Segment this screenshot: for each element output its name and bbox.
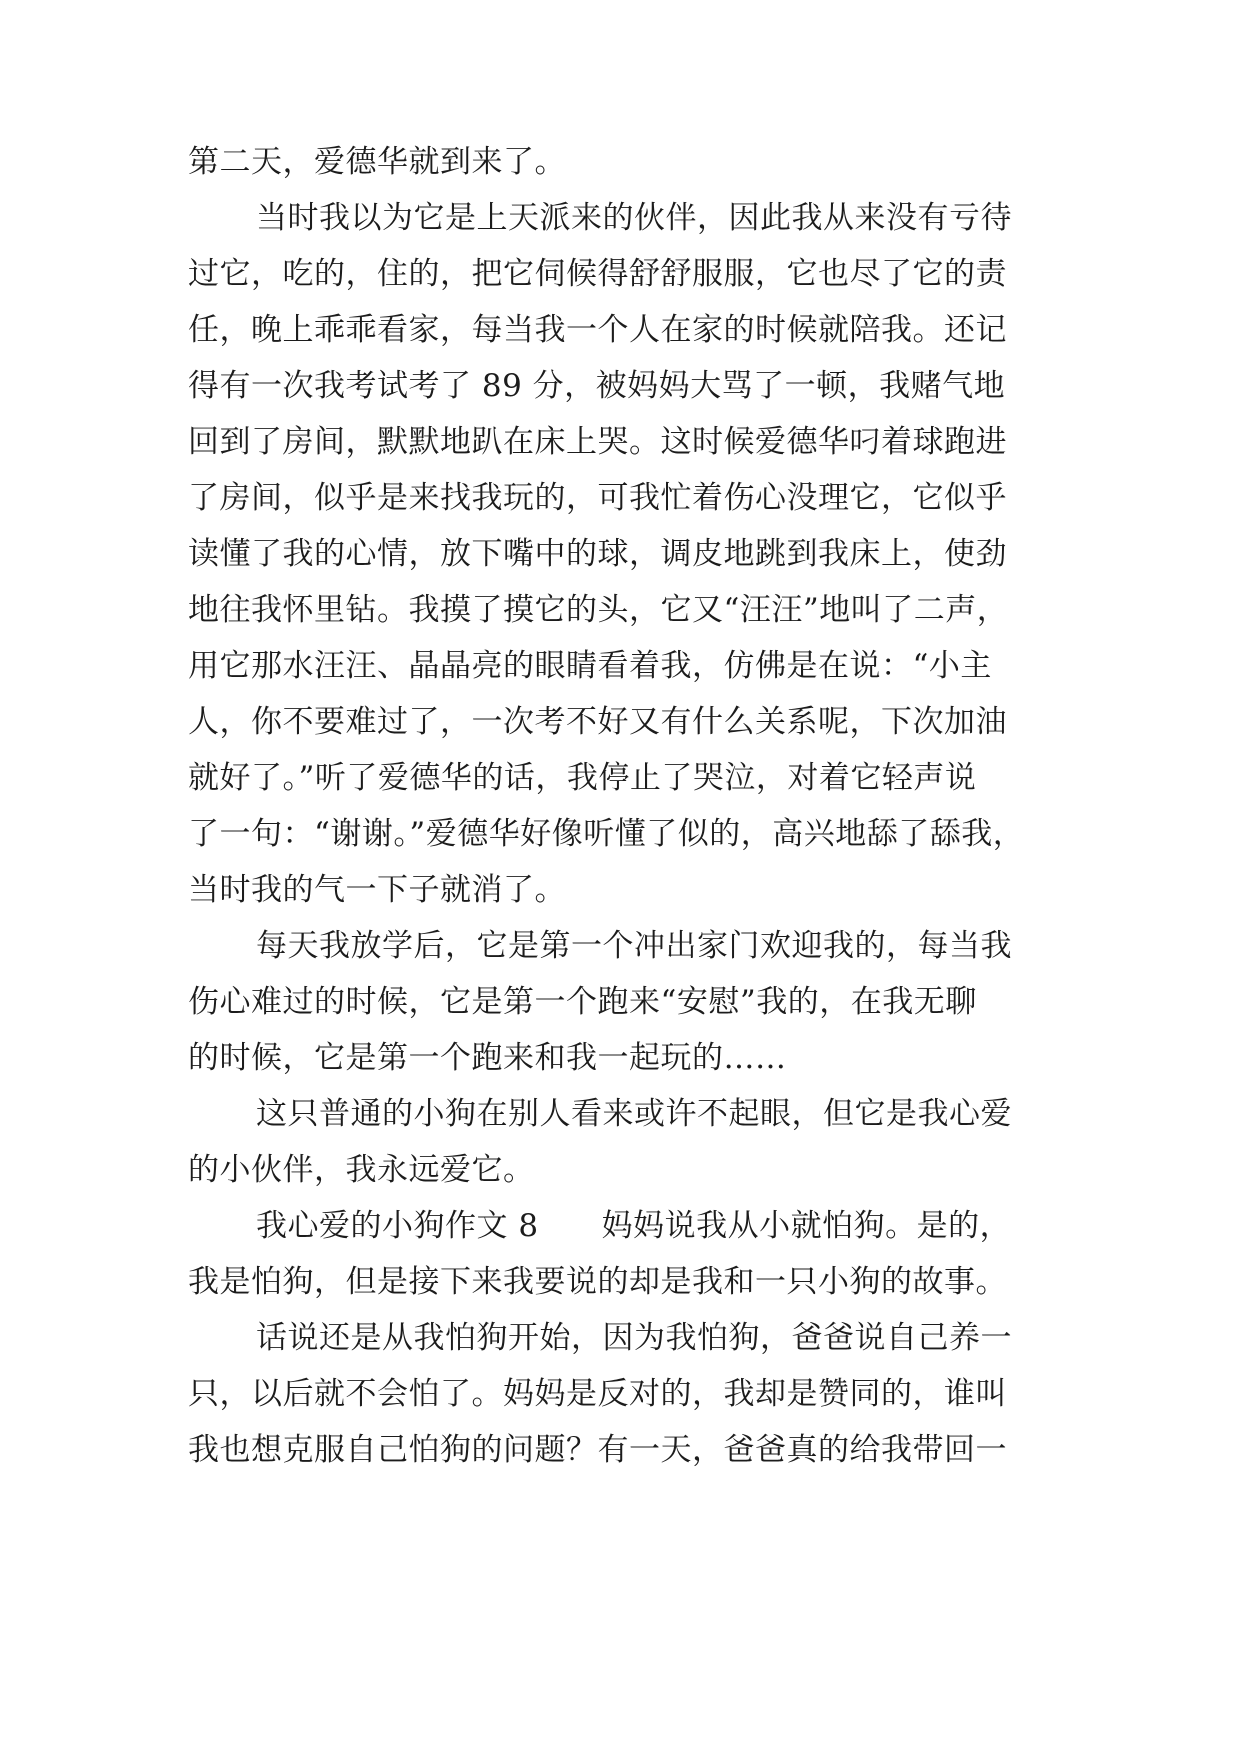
paragraph-first-line: 每天我放学后，它是第一个冲出家门欢迎我的，每当我: [256, 928, 1012, 964]
paragraph-first-line: 当时我以为它是上天派来的伙伴，因此我从来没有亏待: [256, 200, 1012, 236]
text-line: 用它那水汪汪、晶晶亮的眼睛看着我，仿佛是在说：“小主: [188, 648, 992, 684]
text-line: 得有一次我考试考了 89 分，被妈妈大骂了一顿，我赌气地: [188, 368, 1006, 404]
text-line: 的时候，它是第一个跑来和我一起玩的……: [188, 1040, 787, 1076]
text-line: 过它，吃的，住的，把它伺候得舒舒服服，它也尽了它的责: [188, 256, 1007, 292]
text-line: 只，以后就不会怕了。妈妈是反对的，我却是赞同的，谁叫: [188, 1376, 1007, 1412]
text-line: 读懂了我的心情，放下嘴中的球，调皮地跳到我床上，使劲: [188, 536, 1007, 572]
text-line: 我也想克服自己怕狗的问题？有一天，爸爸真的给我带回一: [188, 1432, 1007, 1468]
text-line: 人，你不要难过了，一次考不好又有什么关系呢，下次加油: [188, 704, 1007, 740]
text-line: 的小伙伴，我永远爱它。: [188, 1152, 535, 1188]
paragraph-first-line: 这只普通的小狗在别人看来或许不起眼，但它是我心爱: [256, 1096, 1012, 1132]
text-line: 地往我怀里钻。我摸了摸它的头，它又“汪汪”地叫了二声，: [188, 592, 1009, 628]
text-line: 任，晚上乖乖看家，每当我一个人在家的时候就陪我。还记: [188, 312, 1007, 348]
text-line: 了房间，似乎是来找我玩的，可我忙着伤心没理它，它似乎: [188, 480, 1007, 516]
text-line: 了一句：“谢谢。”爱德华好像听懂了似的，高兴地舔了舔我，: [188, 816, 1025, 852]
text-line: 第二天，爱德华就到来了。: [188, 144, 566, 180]
text-line: 回到了房间，默默地趴在床上哭。这时候爱德华叼着球跑进: [188, 424, 1007, 460]
text-line: 我是怕狗，但是接下来我要说的却是我和一只小狗的故事。: [188, 1264, 1007, 1300]
text-line: 当时我的气一下子就消了。: [188, 872, 566, 908]
text-line: 就好了。”听了爱德华的话，我停止了哭泣，对着它轻声说: [188, 760, 977, 796]
paragraph-first-line: 我心爱的小狗作文 8 妈妈说我从小就怕狗。是的，: [256, 1208, 1012, 1244]
paragraph-first-line: 话说还是从我怕狗开始，因为我怕狗，爸爸说自己养一: [256, 1320, 1012, 1356]
text-line: 伤心难过的时候，它是第一个跑来“安慰”我的，在我无聊: [188, 984, 977, 1020]
